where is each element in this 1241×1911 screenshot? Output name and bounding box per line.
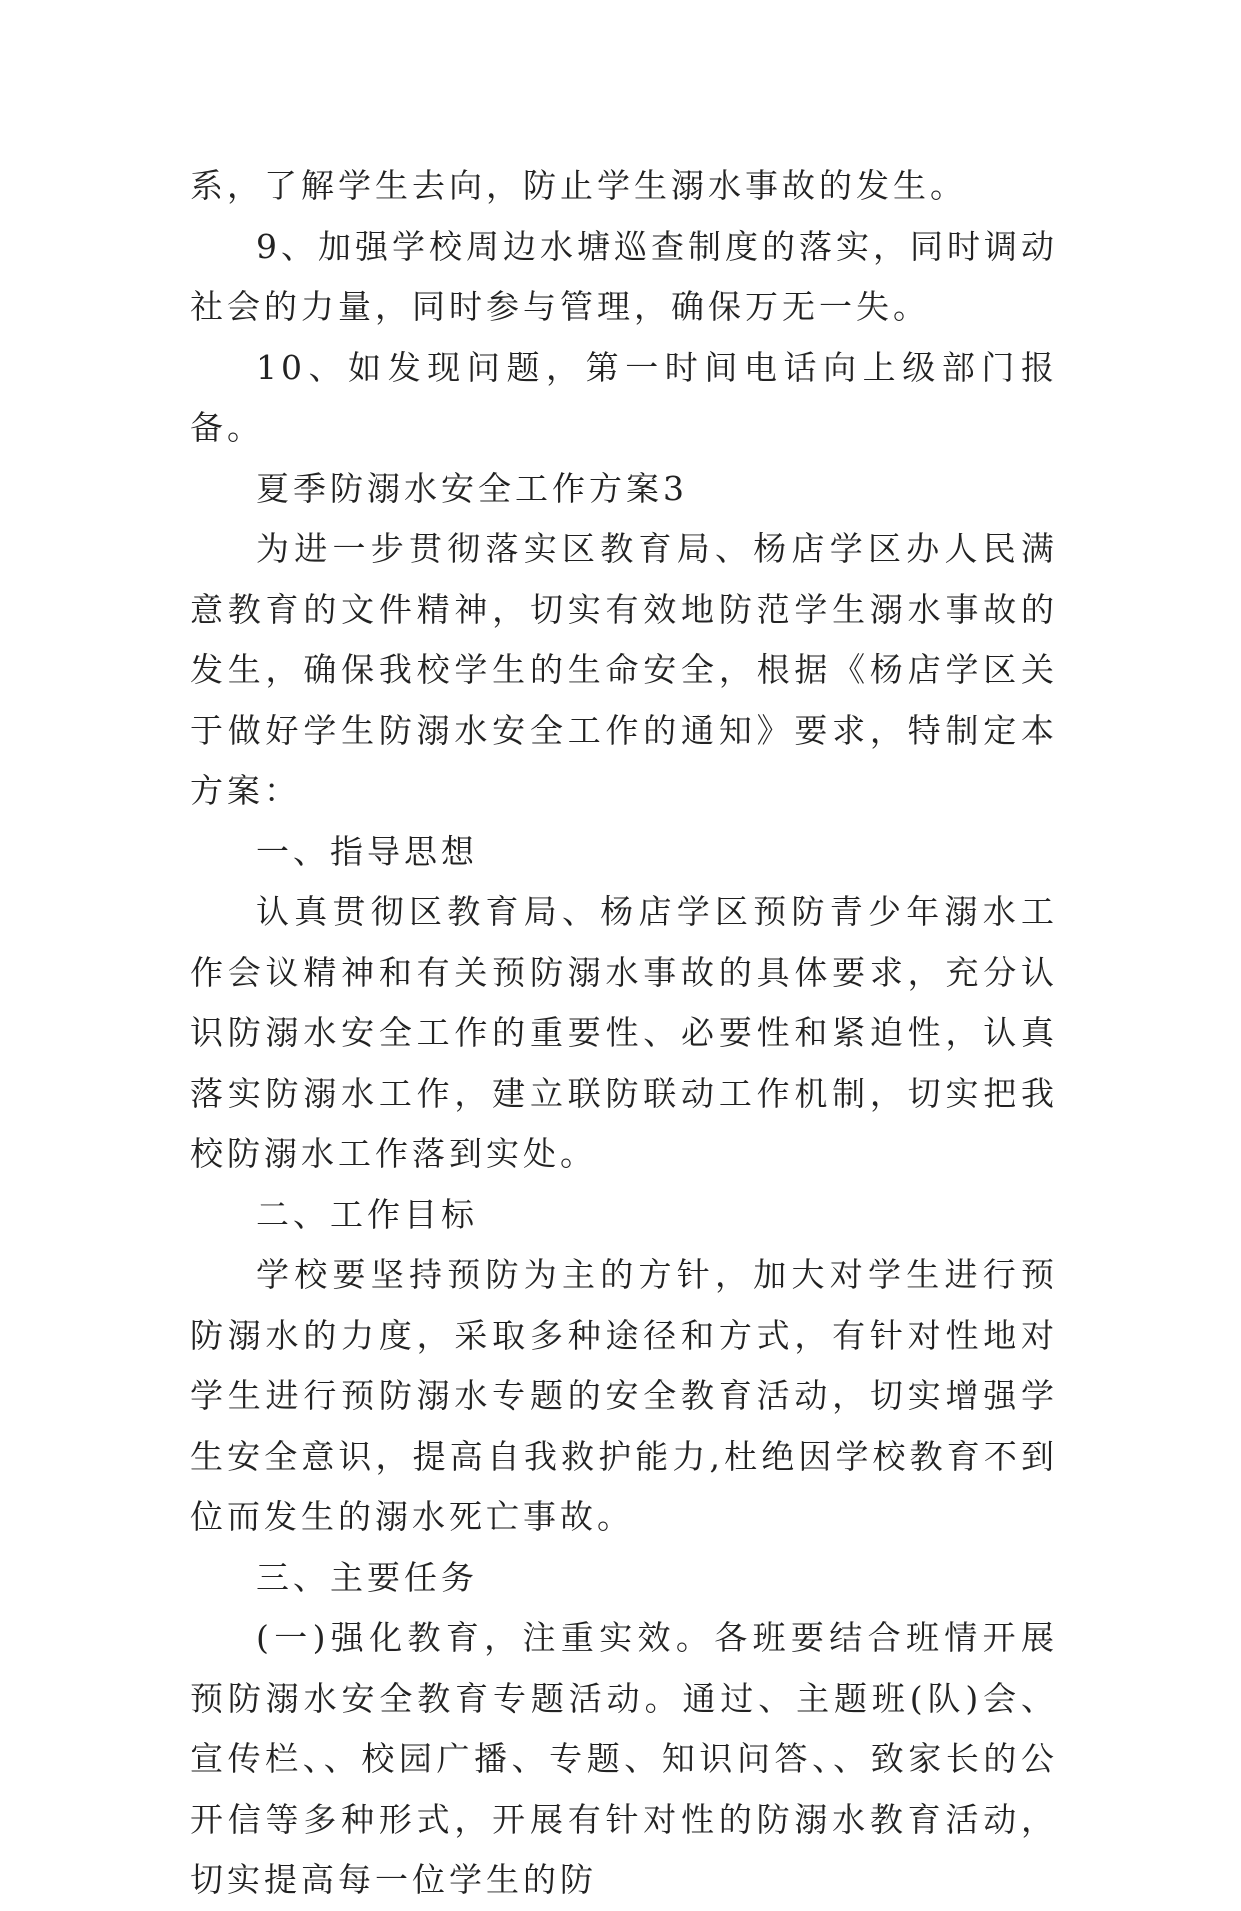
- paragraph-work-goal: 学校要坚持预防为主的方针，加大对学生进行预防溺水的力度，采取多种途径和方式，有针对性地对学生进行预防溺水专题的安全教育活动，切实增强学生安全意识，提高自我救护能力,杜绝因学校教育不到位而发生的溺水死亡事故。: [190, 1255, 1058, 1536]
- paragraph-main-tasks: (一)强化教育，注重实效。各班要结合班情开展预防溺水安全教育专题活动。通过、主题班(队)会、宣传栏、、校园广播、专题、知识问答、、致家长的公开信等多种形式，开展有针对性的防溺水教育活动，切实提高每一位学生的防: [190, 1618, 1058, 1899]
- paragraph-item-10: 10、如发现问题，第一时间电话向上级部门报备。: [190, 347, 1058, 447]
- paragraph-guiding-thought: 认真贯彻区教育局、杨店学区预防青少年溺水工作会议精神和有关预防溺水事故的具体要求，充分认识防溺水安全工作的重要性、必要性和紧迫性，认真落实防溺水工作，建立联防联动工作机制，切实把我校防溺水工作落到实处。: [190, 892, 1058, 1173]
- paragraph-continuation: 系，了解学生去向，防止学生溺水事故的发生。: [190, 166, 967, 205]
- section-title: 夏季防溺水安全工作方案3: [256, 468, 688, 508]
- heading-main-tasks: 三、主要任务: [256, 1557, 478, 1597]
- paragraph-item-9: 9、加强学校周边水塘巡查制度的落实，同时调动社会的力量，同时参与管理，确保万无一失。: [190, 226, 1058, 326]
- paragraph-intro: 为进一步贯彻落实区教育局、杨店学区办人民满意教育的文件精神，切实有效地防范学生溺水事故的发生，确保我校学生的生命安全，根据《杨店学区关于做好学生防溺水安全工作的通知》要求，特制定本方案：: [190, 529, 1058, 810]
- heading-work-goal: 二、工作目标: [256, 1194, 478, 1234]
- document-body: [190, 156, 1058, 1911]
- heading-guiding-thought: 一、指导思想: [256, 831, 478, 871]
